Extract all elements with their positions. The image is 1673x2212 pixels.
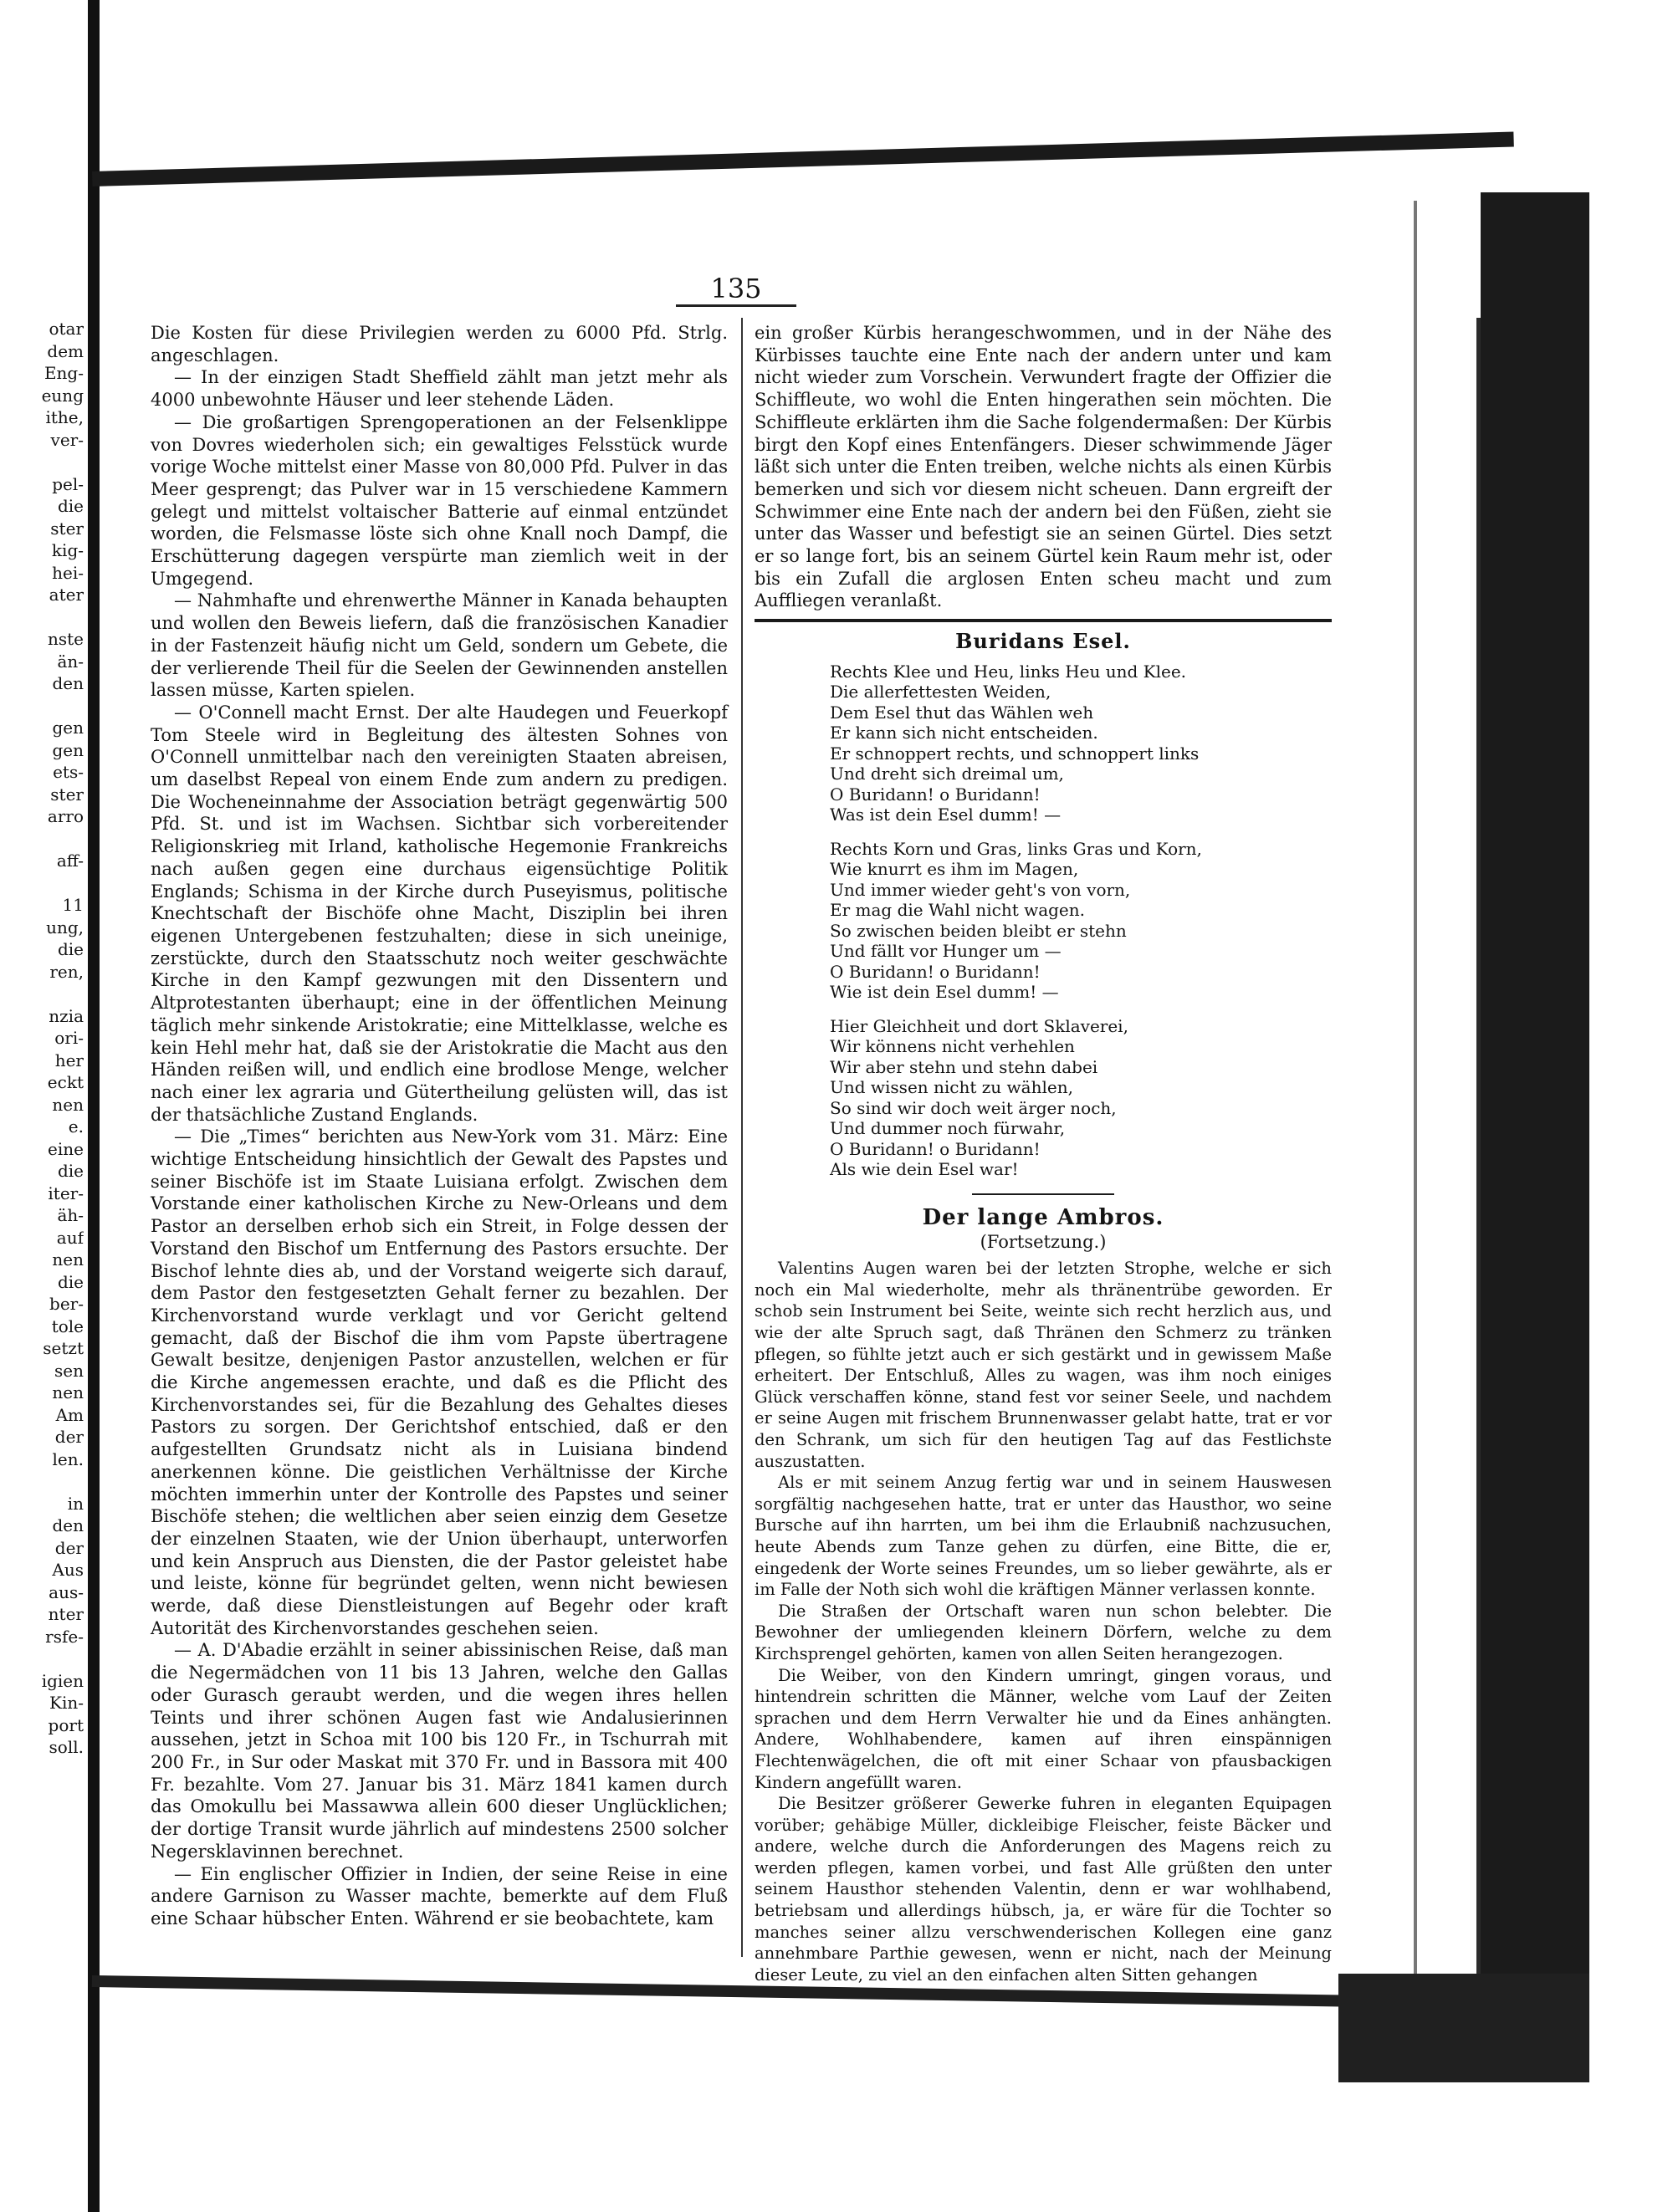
fragment-line: ung, (46, 917, 84, 937)
fragment-line: port (48, 1714, 84, 1735)
news-item: — Ein englischer Offizier in Indien, der seine Reise in eine andere Garnison zu Wasser machte, bemerkte auf dem Fluß eine Schaar hübscher Enten. Während er sie beobachtete, kam (151, 1863, 728, 1928)
fragment-line: ater (49, 585, 84, 605)
fragment-line: eckt (47, 1072, 84, 1092)
news-item: — Nahmhafte und ehrenwerthe Männer in Kanada behaupten und wollen den Beweis liefern, daß die französischen Kanadier in der Fastenzeit häufig nicht um Geld, sondern um Gebete, die der verlierende Theil für die Seelen der Gewinnenden anstellen lassen müsse, Karten spielen. (151, 590, 728, 701)
poem-line: Er kann sich nicht entscheiden. (830, 723, 1098, 743)
poem-line: Dem Esel thut das Wählen weh (830, 702, 1094, 723)
fragment-line: nste (47, 629, 84, 649)
adjacent-page-fragments (0, 318, 84, 1759)
fragment-line: 11 (62, 895, 84, 915)
poem-line: Wir aber stehn und stehn dabei (830, 1056, 1098, 1077)
poem-title: Buridans Esel. (955, 629, 1131, 654)
fragment-line: soll. (49, 1737, 84, 1757)
fragment-line: ster (50, 518, 84, 539)
poem-line: Wie ist dein Esel dumm! — (830, 982, 1059, 1003)
fragment-line: die (57, 1161, 84, 1181)
fragment-line: den (52, 673, 84, 693)
fragment-line: gen (52, 718, 84, 738)
news-item: — In der einzigen Stadt Sheffield zählt man jetzt mehr als 4000 unbewohnte Häuser und leer stehende Läden. (151, 367, 728, 411)
fragment-line: äh- (57, 1205, 84, 1225)
story-paragraph: Als er mit seinem Anzug fertig war und in seinem Hauswesen sorgfältig nachgesehen hatte, trat er unter das Hausthor, wo seine Bursche auf ihn harrten, um bei ihm die Erlaubniß nachzusuchen, heute Abends zum Tanze gehen zu dürfen, eine Bitte, die er, eingedenk der Worte seines Freundes, um so lieber gewährte, als er im Falle der Noth sich wohl die kräftigen Männer verlassen konnte. (755, 1473, 1332, 1600)
fragment-line: ori- (54, 1028, 84, 1048)
fragment-line (0, 695, 84, 718)
binding-shadow-left (88, 0, 100, 2212)
fragment-line: der (54, 1427, 84, 1447)
news-item: Die Kosten für diese Privilegien werden zu 6000 Pfd. Strlg. angeschlagen. (151, 323, 728, 365)
poem-line: Die allerfettesten Weiden, (830, 682, 1051, 702)
poem-stanza (830, 662, 1332, 825)
fragment-line: e. (68, 1116, 84, 1137)
left-column (151, 322, 728, 1930)
page-edge-line (1414, 201, 1417, 2066)
fragment-line: nen (52, 1094, 84, 1115)
fragment-line: tole (51, 1315, 84, 1336)
scan-shadow-top (92, 132, 1514, 186)
fragment-line (0, 451, 84, 473)
fragment-line: die (57, 496, 84, 516)
story-paragraph: Die Straßen der Ortschaft waren nun schon belebter. Die Bewohner der umliegenden kleinern Dörfern, welche zu dem Kirchsprengel gehörten, kamen von allen Seiten herangezogen. (755, 1601, 1332, 1663)
page-number-rule (676, 304, 796, 307)
fragment-line: len. (52, 1448, 84, 1469)
fragment-line: den (52, 1515, 84, 1535)
fragment-line: dem (47, 340, 84, 361)
story-paragraph: Valentins Augen waren bei der letzten Strophe, welche er sich noch ein Mal wiederholte, mehr als thränentrübe geworden. Er schob sein Instrument bei Seite, weinte sich recht herzlich aus, und wie der alte Spruch sagt, daß Thränen den Schmerz zu tränken pflegen, so fühlte jetzt auch er sich gestärkt und in gewissem Maße erheitert. Der Entschluß, Alles zu wagen, was ihm noch einiges Glück verschaffen könne, stand fest vor seiner Seele, und nachdem er seine Augen mit frischem Brunnenwasser gelabt hatte, trat er vor den Schrank, um sich für den heutigen Tag auf das Festlichste auszustatten. (755, 1259, 1332, 1471)
fragment-line: Kin- (49, 1693, 84, 1713)
scan-shadow-right (1481, 192, 1589, 2074)
section-rule (972, 1193, 1114, 1195)
fragment-line: die (57, 939, 84, 959)
fragment-line: igien (41, 1670, 84, 1691)
fragment-line: ber- (49, 1294, 84, 1314)
fragment-line: ets- (53, 762, 84, 782)
poem-line: Er mag die Wahl nicht wagen. (830, 900, 1086, 921)
fragment-line: gen (52, 739, 84, 760)
fragment-line: ithe, (45, 407, 84, 427)
poem-line: So sind wir doch weit ärger noch, (830, 1097, 1117, 1118)
fragment-line: ver- (50, 429, 84, 450)
poem (755, 662, 1332, 1180)
fragment-line: rsfe- (45, 1626, 84, 1647)
news-item: — Die großartigen Sprengoperationen an der Felsenklippe von Dovres wiederholen sich; ein gewaltiges Felsstück wurde vorige Woche mittelst einer Masse von 80,000 Pfd. Pulver in das Meer gesprengt; das Pulver war in 15 verschiedene Kammern gelegt und mittelst voltaischer Batterie auf einmal entzündet worden, die Felsmasse löste sich ohne Knall noch Dampf, die Erschütterung dagegen verspürte man ziemlich weit in der Umgegend. (151, 411, 728, 589)
fragment-line: der (54, 1537, 84, 1558)
poem-line: O Buridann! o Buridann! (830, 961, 1041, 982)
column-divider (741, 318, 743, 1957)
story-body (755, 1258, 1332, 1985)
fragment-line: arro (47, 806, 84, 826)
adjacent-page-edge (0, 0, 92, 2212)
fragment-line: hei- (52, 562, 84, 583)
fragment-line: ster (50, 784, 84, 805)
fragment-line: in (67, 1493, 84, 1514)
story-title: Der lange Ambros. (922, 1204, 1164, 1230)
right-column (755, 322, 1332, 1985)
poem-line: Und fällt vor Hunger um — (830, 941, 1062, 962)
fragment-line: eung (41, 385, 84, 406)
fragment-line: Eng- (43, 363, 84, 383)
fragment-line: setzt (43, 1338, 84, 1358)
scan-shadow-corner (1338, 1974, 1589, 2082)
fragment-line: aus- (49, 1581, 84, 1602)
story-paragraph: Die Weiber, von den Kindern umringt, gingen voraus, und hintendrein schritten die Männer, welche vom Lauf der Zeiten sprachen und dem Herrn Verwalter hie und da Eines anhängten. Andere, Wohlhabendere, kamen auf ihren einspännigen Flechtenwägelchen, die oft mit einer Schaar von pfausbackigen Kindern angefüllt waren. (755, 1665, 1332, 1792)
section-rule (755, 619, 1332, 622)
fragment-line (0, 983, 84, 1005)
fragment-line: otar (49, 319, 84, 339)
news-item: — Die „Times“ berichten aus New-York vom 31. März: Eine wichtige Entscheidung hinsichtlich der Gewalt des Papstes und seiner Bischöfe ist im Staate Luisiana erfolgt. Zwischen dem Vorstande einer katholischen Kirche zu New-Orleans und dem Pastor an derselben erhob sich ein Streit, in Folge dessen der Vorstand den Bischof um Entfernung des Pastors ersuchte. Der Bischof lehnte dies ab, und der Vorstand weigerte sich darauf, dem Pastor den festgesetzten Gehalt ferner zu bezahlen. Der Kirchenvorstand wurde verklagt und vor Gericht geltend gemacht, daß der Bischof die ihm vom Papste übertragene Gewalt besitze, denjenigen Pastor anzustellen, welchen er für die Kirche angemessen erachte, und daß es die Pflicht des Kirchenvorstandes sei, für die Bezahlung des Gehaltes dieses Pastors zu sorgen. Der Gerichtshof entschied, daß er den aufgestellten Grundsatz nicht als in Luisiana bindend anerkennen könne. Die geistlichen Verhältnisse der Kirche möchten immerhin unter der Kontrolle des Papstes und seiner Bischöfe stehen; die weltlichen aber seien einzig dem Gesetze der einzelnen Staaten, wie der Union überhaupt, unterworfen und kein Anspruch aus Diensten, die der Pastor geleistet habe und leiste, könne für begründet gelten, wenn nicht bewiesen werde, daß diese Dienstleistungen auf Begehr oder kraft Autorität des Kirchenvorstandes geschehen seien. (151, 1126, 728, 1638)
fragment-line: nen (52, 1249, 84, 1269)
story-subtitle: (Fortsetzung.) (980, 1231, 1107, 1252)
fragment-line: nter (48, 1604, 84, 1624)
fragment-line: nen (52, 1382, 84, 1402)
fragment-line: än- (57, 651, 84, 672)
poem-line: Und dreht sich dreimal um, (830, 764, 1064, 784)
fragment-line: Am (55, 1404, 84, 1425)
fragment-line (0, 1648, 84, 1670)
poem-line: O Buridann! o Buridann! (830, 1138, 1041, 1159)
poem-stanza (830, 1016, 1332, 1180)
poem-line: Wir könnens nicht verhehlen (830, 1036, 1075, 1057)
poem-line: Und dummer noch fürwahr, (830, 1118, 1066, 1139)
fragment-line: iter- (48, 1183, 84, 1203)
page-number: 135 (710, 273, 762, 304)
news-item: — A. D'Abadie erzählt in seiner abissinischen Reise, daß man die Negermädchen von 11 bis 13 Jahren, welche den Gallas oder Gurasch geraubt werden, und die wegen ihres hellen Teints und ihrer schönen Augen fast wie Andalusierinnen aussehen, jetzt in Schoa mit 100 bis 120 Fr., in Tschurrah mit 200 Fr., in Sur oder Maskat mit 370 Fr. und in Bassora mit 400 Fr. bezahlte. Vom 27. Januar bis 31. März 1841 kamen durch das Omokullu bei Massawwa allein 600 dieser Unglücklichen; der dortige Transit wurde jährlich auf mindestens 2500 solcher Negersklavinnen berechnet. (151, 1640, 728, 1862)
poem-line: Rechts Korn und Gras, links Gras und Korn, (830, 838, 1202, 859)
fragment-line: pel- (52, 473, 84, 494)
poem-line: O Buridann! o Buridann! (830, 784, 1041, 805)
poem-line: Wie knurrt es ihm im Magen, (830, 859, 1079, 880)
poem-line: So zwischen beiden bleibt er stehn (830, 920, 1127, 941)
poem-stanza (830, 839, 1332, 1003)
poem-line: Rechts Klee und Heu, links Heu und Klee. (830, 661, 1187, 682)
fragment-line (0, 1470, 84, 1493)
fragment-line: ren, (49, 961, 84, 982)
news-item-continued: ein großer Kürbis herangeschwommen, und in der Nähe des Kürbisses tauchte eine Ente nach der andern unter und kam nicht wieder zum Vorschein. Verwundert fragte der Offizier die Schiffleute, wo wohl die Enten hingerathen sein möchten. Die Schiffleute erklärten ihm die Sache folgendermaßen: Der Kürbis birgt den Kopf eines Entenfängers. Dieser schwimmende Jäger läßt sich unter die Enten treiben, welche nichts als einen Kürbis bemerken und sich vor diesem nicht scheuen. Dann ergreift der Schwimmer eine Ente nach der andern bei den Füßen, zieht sie unter das Wasser und befestigt sie an seinen Gürtel. Dies setzt er so lange fort, bis an seinem Gürtel kein Raum mehr ist, oder bis ein Zufall die arglosen Enten scheu macht und zum Auffliegen veranlaßt. (755, 323, 1332, 611)
fragment-line: die (57, 1271, 84, 1292)
fragment-line: aff- (56, 851, 84, 871)
fragment-line: eine (48, 1138, 84, 1159)
story-paragraph: Die Besitzer größerer Gewerke fuhren in eleganten Equipagen vorüber; gehäbige Müller, dickleibige Fleischer, feiste Bäcker und andere, welche durch die Anforderungen des Magens reich zu werden pflegen, kamen vorbei, und fast Alle grüßten den unter seinem Hausthor stehenden Valentin, denn er war wohlhabend, betriebsam und allerdings hübsch, ja, er wäre für die Tochter so manches seiner allzu verschwenderischen Kollegen eine ganz annehmbare Parthie gewesen, wenn er nicht, nach der Meinung dieser Leute, zu viel an den einfachen alten Sitten gehangen (755, 1794, 1332, 1985)
fragment-line: kig- (51, 540, 84, 560)
poem-line: Was ist dein Esel dumm! — (830, 805, 1062, 825)
poem-line: Und immer wieder geht's von vorn, (830, 879, 1131, 900)
news-item: — O'Connell macht Ernst. Der alte Haudegen und Feuerkopf Tom Steele wird in Begleitung des ältesten Sohnes von O'Connell unmittelbar nach den vereinigten Staaten abreisen, um daselbst Repeal von einem Ende zum andern zu predigen. Die Wocheneinnahme der Association beträgt gegenwärtig 500 Pfd. St. und ist im Wachsen. Sichtbar sich vorbereitender Religionskrieg mit Irland, katholische Hegemonie Frankreichs nach außen gegen eine durchaus eigensüchtige Politik Englands; Schisma in der Kirche durch Puseyismus, politische Knechtschaft der Bischöfe ohne Macht, Disziplin bei ihren eigenen Untergebenen festzuhalten; diese in sich uneinige, zerstückte, durch den Staatsschutz noch weiter geschwächte Kirche in den Kampf gezwungen mit den Dissentern und Altprotestanten überhaupt; eine in der öffentlichen Meinung täglich mehr sinkende Aristokratie; eine Mittelklasse, welche es kein Hehl mehr hat, daß sie der Aristokratie die Macht aus den Händen reißen will, und endlich eine brodlose Menge, welcher nach einer lex agraria und Gütertheilung gelüsten will, das ist der thatsächliche Zustand Englands. (151, 702, 728, 1125)
fragment-line: her (54, 1050, 84, 1070)
poem-line: Als wie dein Esel war! (830, 1159, 1019, 1180)
poem-line: Er schnoppert rechts, und schnoppert links (830, 743, 1200, 764)
poem-line: Und wissen nicht zu wählen, (830, 1077, 1073, 1098)
fragment-line (0, 872, 84, 895)
fragment-line: nzia (49, 1005, 84, 1026)
fragment-line (0, 828, 84, 851)
fragment-line: auf (56, 1227, 84, 1248)
poem-line: Hier Gleichheit und dort Sklaverei, (830, 1015, 1128, 1036)
fragment-line (0, 606, 84, 629)
fragment-line: Aus (52, 1560, 84, 1580)
fragment-line: sen (54, 1360, 84, 1381)
